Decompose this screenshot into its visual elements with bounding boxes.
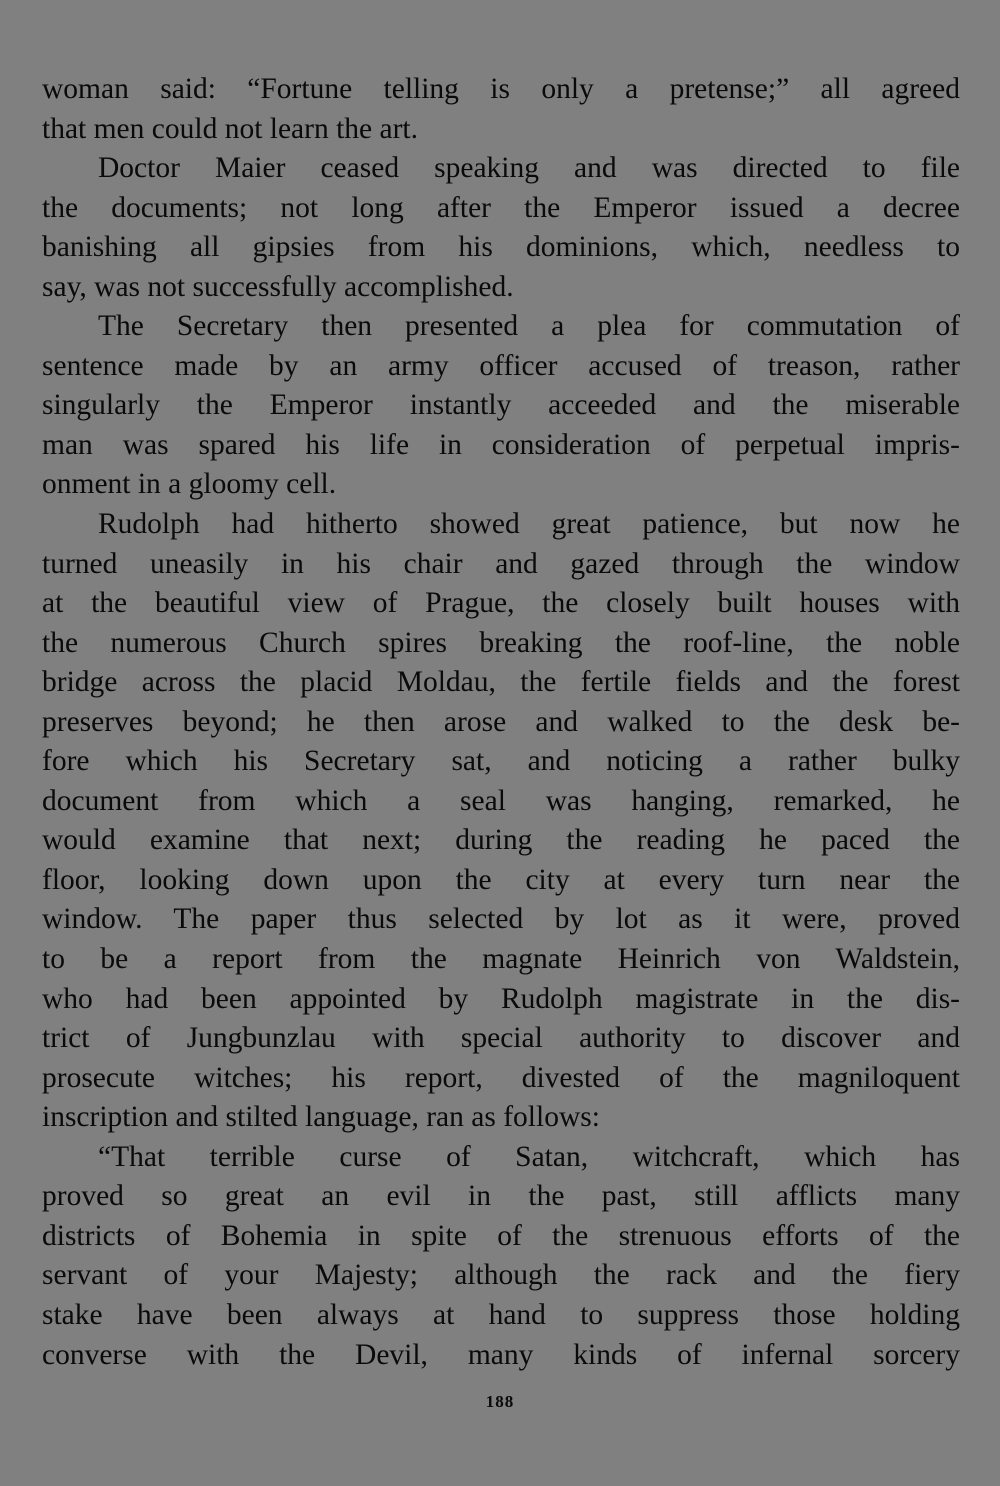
text-line: “That terrible curse of Satan, witchcraft, which has (98, 1140, 960, 1173)
text-line: floor, looking down upon the city at every turn near the (42, 863, 960, 896)
text-line: onment in a gloomy cell. (42, 468, 337, 501)
text-line: man was spared his life in consideration of perpetual impris- (42, 428, 960, 461)
text-line: document from which a seal was hanging, remarked, he (42, 784, 960, 817)
text-line: turned uneasily in his chair and gazed through the window (42, 547, 960, 580)
text-line: sentence made by an army officer accused of treason, rather (42, 349, 960, 382)
text-line: bridge across the placid Moldau, the fertile fields and the forest (42, 666, 960, 699)
text-line: converse with the Devil, many kinds of infernal sorcery (42, 1338, 960, 1371)
text-line: say, was not successfully accomplished. (42, 270, 514, 303)
paragraph (42, 70, 960, 149)
text-line: that men could not learn the art. (42, 112, 418, 145)
text-line: Rudolph had hitherto showed great patience, but now he (98, 508, 960, 541)
text-line: to be a report from the magnate Heinrich von Waldstein, (42, 943, 960, 976)
text-line: at the beautiful view of Prague, the closely built houses with (42, 587, 960, 620)
text-line: the documents; not long after the Emperor issued a decree (42, 191, 960, 224)
text-line: who had been appointed by Rudolph magistrate in the dis- (42, 982, 960, 1015)
body-text (42, 70, 960, 1375)
text-line: servant of your Majesty; although the rack and the fiery (42, 1259, 960, 1292)
text-line: would examine that next; during the reading he paced the (42, 824, 960, 857)
text-line: prosecute witches; his report, divested of the magniloquent (42, 1061, 960, 1094)
text-line: districts of Bohemia in spite of the strenuous efforts of the (42, 1219, 960, 1252)
text-line: inscription and stilted language, ran as follows: (42, 1101, 600, 1134)
text-line: singularly the Emperor instantly acceeded and the miserable (42, 389, 960, 422)
text-line: Doctor Maier ceased speaking and was directed to file (98, 152, 960, 185)
text-line: woman said: “Fortune telling is only a pretense;” all agreed (42, 73, 960, 105)
text-line: fore which his Secretary sat, and noticing a rather bulky (42, 745, 960, 778)
text-line: The Secretary then presented a plea for commutation of (98, 310, 960, 343)
text-line: banishing all gipsies from his dominions, which, needless to (42, 231, 960, 264)
text-line: preserves beyond; he then arose and walked to the desk be- (42, 705, 960, 738)
text-line: proved so great an evil in the past, still afflicts many (42, 1180, 960, 1213)
text-line: window. The paper thus selected by lot as it were, proved (42, 903, 960, 936)
text-line: trict of Jungbunzlau with special authority to discover and (42, 1022, 960, 1055)
paragraph (42, 505, 960, 1138)
paragraph (42, 149, 960, 307)
paragraph (42, 307, 960, 505)
text-line: stake have been always at hand to suppress those holding (42, 1298, 960, 1331)
text-line: the numerous Church spires breaking the roof-line, the noble (42, 626, 960, 659)
page-number: 188 (485, 1392, 515, 1411)
paragraph (42, 1138, 960, 1375)
